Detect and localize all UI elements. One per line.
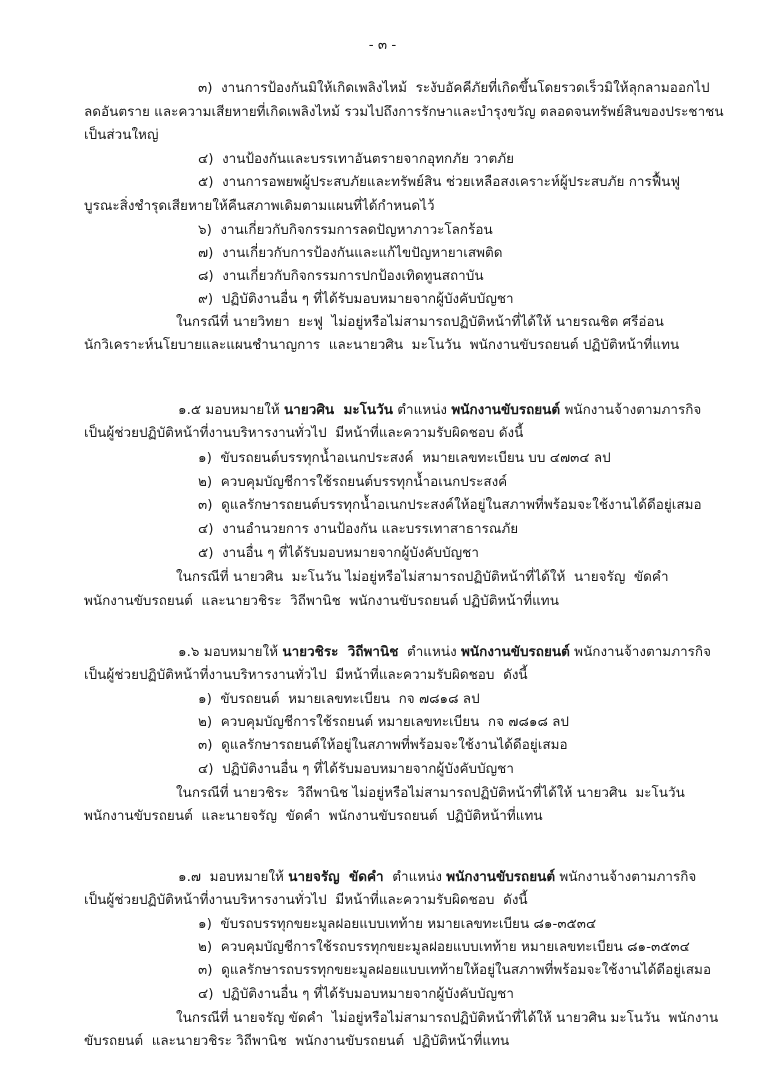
position-title: พนักงานขับรถยนต์	[451, 402, 561, 418]
duty-item: ๙) ปฏิบัติงานอื่น ๆ ที่ได้รับมอบหมายจากผู้บังคับบัญชา	[198, 291, 514, 307]
duty-item: ๔) ปฏิบัติงานอื่น ๆ ที่ได้รับมอบหมายจากผู้บังคับบัญชา	[198, 761, 514, 777]
substitute-clause: ขับรถยนต์ และนายวชิระ วิถีพานิช พนักงานขับรถยนต์ ปฏิบัติหน้าที่แทน	[84, 1033, 510, 1049]
heading-text: ๑.๗ มอบหมายให้	[178, 869, 289, 885]
paragraph-line: เป็นผู้ช่วยปฏิบัติหน้าที่งานบริหารงานทั่วไป มีหน้าที่และความรับผิดชอบ ดังนี้	[84, 667, 528, 683]
substitute-clause: พนักงานขับรถยนต์ และนายจรัญ ขัดคำ พนักงานขับรถยนต์ ปฏิบัติหน้าที่แทน	[84, 808, 543, 824]
duty-item: ๕) งานอื่น ๆ ที่ได้รับมอบหมายจากผู้บังคับบัญชา	[198, 545, 479, 561]
substitute-clause: ในกรณีที่ นายวชิระ วิถีพานิช ไม่อยู่หรือไม่สามารถปฏิบัติหน้าที่ได้ให้ นายวศิน มะโนวัน	[176, 785, 685, 801]
duty-item: ๓) ดูแลรักษารถยนต์บรรทุกน้ำอเนกประสงค์ให้อยู่ในสภาพที่พร้อมจะใช้งานได้ดีอยู่เสมอ	[198, 497, 702, 513]
section-heading	[178, 642, 711, 662]
heading-text: พนักงานจ้างตามภารกิจ	[569, 644, 712, 660]
heading-text: พนักงานจ้างตามภารกิจ	[560, 402, 702, 418]
heading-text: ตำแหน่ง	[383, 869, 447, 885]
duty-item: ๔) งานอำนวยการ งานป้องกัน และบรรเทาสาธารณภัย	[198, 521, 519, 537]
duty-item: ๓) ดูแลรักษารถบรรทุกขยะมูลฝอยแบบเทท้ายให้อยู่ในสภาพที่พร้อมจะใช้งานได้ดีอยู่เสมอ	[198, 962, 712, 978]
assignee-name: นายวศิน มะโนวัน	[284, 402, 393, 418]
duty-item: ๖) งานเกี่ยวกับกิจกรรมการลดปัญหาภาวะโลกร้อน	[198, 222, 493, 238]
heading-text: ตำแหน่ง	[398, 644, 462, 660]
heading-text: พนักงานจ้างตามภารกิจ	[555, 869, 697, 885]
substitute-clause: ในกรณีที่ นายจรัญ ขัดคำ ไม่อยู่หรือไม่สามารถปฏิบัติหน้าที่ได้ให้ นายวศิน มะโนวัน พนักงาน	[176, 1010, 719, 1026]
substitute-clause: ในกรณีที่ นายวศิน มะโนวัน ไม่อยู่หรือไม่สามารถปฏิบัติหน้าที่ได้ให้ นายจรัญ ขัดคำ	[176, 569, 669, 585]
position-title: พนักงานขับรถยนต์	[461, 644, 570, 660]
duty-item: ๑) ขับรถยนต์ หมายเลขทะเบียน กจ ๗๘๑๘ ลป	[198, 691, 480, 707]
paragraph-line: ลดอันตราย และความเสียหายที่เกิดเพลิงไหม้ รวมไปถึงการรักษาและบำรุงขวัญ ตลอดจนทรัพย์สินของประชาชน	[84, 104, 724, 120]
duty-item: ๕) งานการอพยพผู้ประสบภัยและทรัพย์สิน ช่วยเหลือสงเคราะห์ผู้ประสบภัย การฟื้นฟู	[198, 174, 681, 190]
assignee-name: นายจรัญ ขัดคำ	[288, 869, 384, 885]
page-number: - ๓ -	[368, 37, 397, 53]
paragraph-line: เป็นส่วนใหญ่	[84, 127, 159, 143]
duty-item: ๑) ขับรถบรรทุกขยะมูลฝอยแบบเทท้าย หมายเลขทะเบียน ๘๑-๓๕๓๔	[198, 916, 597, 932]
paragraph-line: เป็นผู้ช่วยปฏิบัติหน้าที่งานบริหารงานทั่วไป มีหน้าที่และความรับผิดชอบ ดังนี้	[84, 425, 524, 441]
assignee-name: นายวชิระ วิถีพานิช	[282, 644, 399, 660]
duty-item: ๒) ควบคุมบัญชีการใช้รถบรรทุกขยะมูลฝอยแบบเทท้าย หมายเลขทะเบียน ๘๑-๓๕๓๔	[198, 939, 690, 955]
section-heading	[178, 867, 696, 887]
section-heading	[178, 400, 701, 420]
duty-item: ๘) งานเกี่ยวกับกิจกรรมการปกป้องเทิดทูนสถาบัน	[198, 268, 484, 284]
duty-item: ๔) งานป้องกันและบรรเทาอันตรายจากอุทกภัย วาตภัย	[198, 151, 515, 167]
paragraph-line: บูรณะสิ่งชำรุดเสียหายให้คืนสภาพเดิมตามแผนที่ได้กำหนดไว้	[84, 198, 435, 214]
heading-text: ๑.๖ มอบหมายให้	[178, 644, 283, 660]
duty-item: ๗) งานเกี่ยวกับการป้องกันและแก้ไขปัญหายาเสพติด	[198, 245, 503, 261]
duty-item: ๓) ดูแลรักษารถยนต์ให้อยู่ในสภาพที่พร้อมจะใช้งานได้ดีอยู่เสมอ	[198, 737, 568, 753]
paragraph-line: เป็นผู้ช่วยปฏิบัติหน้าที่งานบริหารงานทั่วไป มีหน้าที่และความรับผิดชอบ ดังนี้	[84, 892, 528, 908]
substitute-clause: นักวิเคราะห์นโยบายและแผนชำนาญการ และนายวศิน มะโนวัน พนักงานขับรถยนต์ ปฏิบัติหน้าที่แทน	[84, 337, 680, 353]
duty-item: ๓) งานการป้องกันมิให้เกิดเพลิงไหม้ ระงับอัคคีภัยที่เกิดขึ้นโดยรวดเร็วมิให้ลุกลามออกไป	[198, 80, 710, 96]
duty-item: ๒) ควบคุมบัญชีการใช้รถยนต์ หมายเลขทะเบียน กจ ๗๘๑๘ ลป	[198, 714, 569, 730]
duty-item: ๔) ปฏิบัติงานอื่น ๆ ที่ได้รับมอบหมายจากผู้บังคับบัญชา	[198, 986, 514, 1002]
heading-text: ตำแหน่ง	[392, 402, 452, 418]
heading-text: ๑.๕ มอบหมายให้	[178, 402, 285, 418]
position-title: พนักงานขับรถยนต์	[446, 869, 556, 885]
substitute-clause: พนักงานขับรถยนต์ และนายวชิระ วิถีพานิช พนักงานขับรถยนต์ ปฏิบัติหน้าที่แทน	[84, 593, 559, 609]
duty-item: ๑) ขับรถยนต์บรรทุกน้ำอเนกประสงค์ หมายเลขทะเบียน บบ ๔๗๓๔ ลป	[198, 450, 611, 466]
duty-item: ๒) ควบคุมบัญชีการใช้รถยนต์บรรทุกน้ำอเนกประสงค์	[198, 474, 508, 490]
substitute-clause: ในกรณีที่ นายวิทยา ยะฟู ไม่อยู่หรือไม่สามารถปฏิบัติหน้าที่ได้ให้ นายรณชิต ศรีอ่อน	[176, 314, 664, 330]
